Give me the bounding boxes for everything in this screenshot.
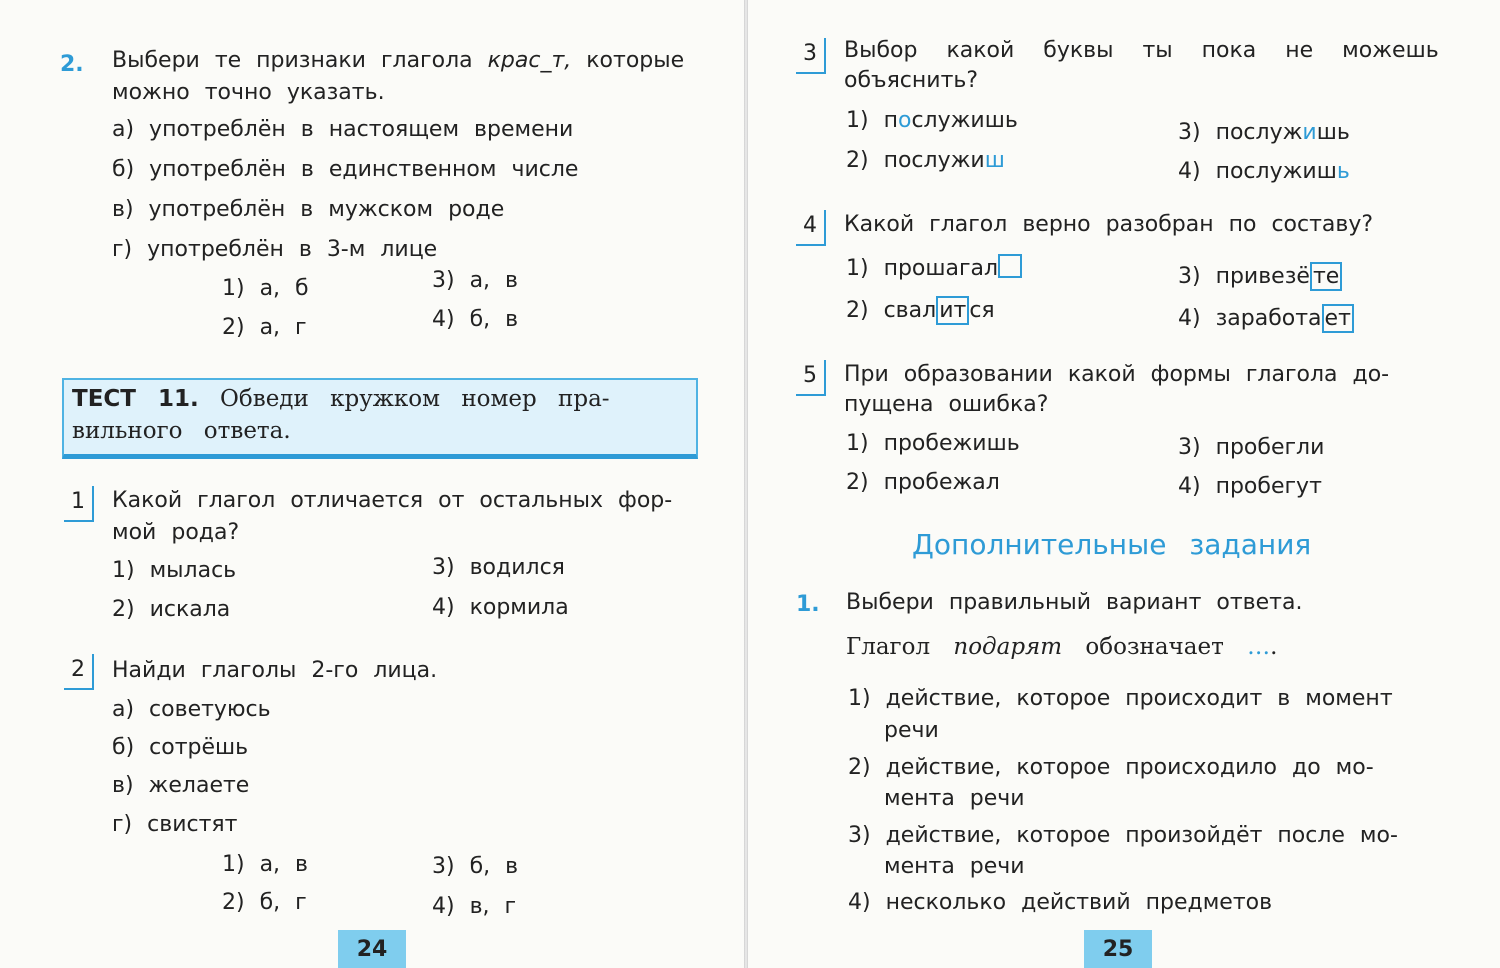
answer-3: 3) а, в [432,268,519,293]
answer-4: 4) кормила [432,595,569,620]
answer-1-cont: речи [884,718,939,743]
answer-3: 3) послужишь [1178,120,1350,145]
question-text: При образовании какой формы глагола до- [844,362,1390,387]
question-text: Какой глагол верно разобран по составу? [844,212,1374,237]
answer-3: 3) привезё те [1178,262,1342,292]
question-number: 2. [60,52,84,77]
answer-2: 2) действие, которое происходило до мо- [848,755,1374,780]
question-text-cont: объяснить? [844,68,979,93]
answer-4: 4) б, в [432,307,519,332]
question-number-box: 1 [64,486,94,522]
answer-3-cont: мента речи [884,854,1025,879]
option-b: б) сотрёшь [112,735,249,760]
answer-2: 2) искала [112,597,231,622]
answer-2: 2) пробежал [846,470,1000,495]
answer-2: 2) свал ит ся [846,298,995,323]
page-25 [748,0,1500,968]
test-title-cont: вильного ответа. [72,418,291,444]
answer-3: 3) пробегли [1178,435,1325,460]
question-text-cont: пущена ошибка? [844,392,1049,417]
question-text: Выбери те признаки глагола крас_т, которые [112,48,685,73]
answer-1: 1) действие, которое происходит в момент [848,686,1393,711]
option-a: а) советуюсь [112,697,271,722]
question-number-box: 2 [64,654,94,690]
answer-1: 1) мылась [112,558,237,583]
answer-1: 1) прошагал [846,254,1022,284]
answer-4: 4) в, г [432,894,517,919]
answer-1: 1) а, в [222,852,309,877]
page-number: 24 [338,930,406,968]
question-stem: Глагол подарят обозначает …. [846,634,1278,660]
answer-3: 3) б, в [432,854,519,879]
option-c: в) желаете [112,773,250,798]
answer-4: 4) пробегут [1178,474,1322,499]
option-a: а) употреблён в настоящем времени [112,117,574,142]
answer-3: 3) действие, которое произойдёт после мо- [848,823,1398,848]
answer-2-cont: мента речи [884,786,1025,811]
answer-4: 4) послужишь [1178,159,1350,184]
answer-3: 3) водился [432,555,565,580]
answer-2: 2) а, г [222,315,307,340]
option-b: б) употреблён в единственном числе [112,157,579,182]
answer-1: 1) а, б [222,276,309,301]
test-banner [62,378,698,459]
answer-4: 4) заработа ет [1178,304,1354,334]
ending-box-icon [998,254,1022,278]
answer-1: 1) пробежишь [846,431,1020,456]
question-number-box: 5 [796,360,826,396]
question-text: Найди глаголы 2-го лица. [112,658,438,683]
question-text-cont: мой рода? [112,520,240,545]
option-d: г) свистят [112,812,238,837]
test-title: ТЕСТ 11. Обведи кружком номер пра- [72,386,610,412]
question-number-box: 3 [796,38,826,74]
answer-1: 1) послужишь [846,108,1018,133]
answer-2: 2) послужиш [846,148,1005,173]
question-number: 1. [796,592,820,617]
answer-4: 4) несколько действий предметов [848,890,1273,915]
section-title: Дополнительные задания [912,528,1312,561]
question-text: Выбор какой буквы ты пока не можешь [844,38,1439,63]
question-text: Какой глагол отличается от остальных фор- [112,488,673,513]
page-24 [0,0,744,968]
question-text: Выбери правильный вариант ответа. [846,590,1303,615]
answer-2: 2) б, г [222,890,307,915]
option-c: в) употреблён в мужском роде [112,197,505,222]
page-number: 25 [1084,930,1152,968]
question-text-cont: можно точно указать. [112,80,385,105]
option-d: г) употреблён в 3-м лице [112,237,438,262]
question-number-box: 4 [796,210,826,246]
